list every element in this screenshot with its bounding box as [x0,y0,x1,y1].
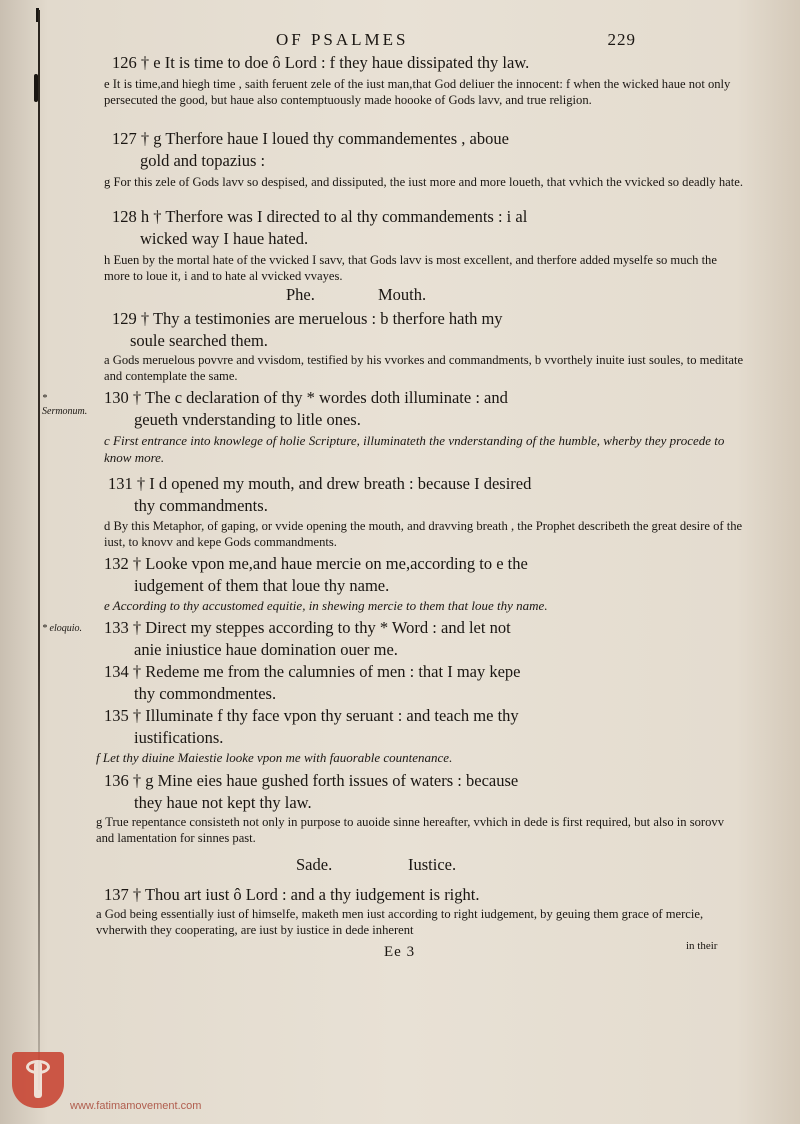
verse-130-line1: 130 † The c declaration of thy * wordes doth illuminate : and [104,388,508,407]
verse-134-line1: 134 † Redeme me from the calumnies of men : that I may kepe [104,662,521,681]
verse-131-line2: thy commandments. [134,496,268,515]
margin-note-eloquio: * eloquio. [42,623,82,634]
verse-127-line1: 127 † g Therfore haue I loued thy commandementes , aboue [112,129,509,148]
verse-130-line2: geueth vnderstanding to litle ones. [134,410,361,429]
page-gutter [38,10,40,1090]
verse-127-line2: gold and topazius : [140,151,266,170]
section-hebrew-phe: Phe. [286,285,315,304]
signature-mark: Ee 3 [384,944,416,960]
verse-131-line1: 131 † I d opened my mouth, and drew breath : because I desired [108,474,532,493]
note-132: e According to thy accustomed equitie, in shewing mercie to them that loue thy name. [104,598,548,613]
section-english-iustice: Iustice. [408,855,457,874]
key-icon [34,1062,42,1098]
watermark-url: www.fatimamovement.com [70,1100,202,1112]
note-135: f Let thy diuine Maiestie looke vpon me with fauorable countenance. [96,750,453,765]
verse-129-line2: soule searched them. [130,331,268,350]
note-130: c First entrance into knowlege of holie Scripture, illuminateth the vnderstanding of the humble, wherby they procede to know more. [104,433,725,465]
note-127: g For this zele of Gods lavv so despised, and dissiputed, the iust more and more loueth, that vvhich the vvicked so deadly hate. [104,175,744,189]
header-title: OF PSALMES [276,30,409,49]
verse-129-line1: 129 † Thy a testimonies are meruelous : b therfore hath my [112,309,503,328]
verse-132-line2: iudgement of them that loue thy name. [134,576,390,595]
verse-132-line1: 132 † Looke vpon me,and haue mercie on me,according to e the [104,554,528,573]
note-129: a Gods meruelous povvre and vvisdom, testified by his vvorkes and commandments, b vvorthely inuite iust soules, to meditate and contemplate the same. [104,353,744,383]
verse-134-line2: thy commondmentes. [134,684,277,703]
note-136: g True repentance consisteth not only in purpose to auoide sinne hereafter, vvhich in dede is first required, but also in sorovv and lamentation for sinnes past. [96,815,724,845]
verse-137: 137 † Thou art iust ô Lord : and a thy iudgement is right. [104,885,480,904]
verse-135-line1: 135 † Illuminate f thy face vpon thy seruant : and teach me thy [104,706,519,725]
verse-135-line2: iustifications. [134,728,224,747]
section-hebrew-sade: Sade. [296,855,333,874]
gutter-mark [34,74,38,102]
note-131: d By this Metaphor, of gaping, or vvide opening the mouth, and dravving breath , the Prophet describeth the great desire of the iust, to knovv and kepe Gods commandments. [104,519,743,549]
note-126: e It is time,and hiegh time , saith feruent zele of the iust man,that God deliuer the innocent: f when the wicked haue not only persecuted the good, but haue also contemptuously made hoooke of Gods lavv, and true religion. [104,77,731,107]
verse-128-line1: 128 h † Therfore was I directed to al thy commandements : i al [112,207,528,226]
page-number: 229 [607,30,636,49]
verse-128-line2: wicked way I haue hated. [140,229,309,248]
verse-126: 126 † e It is time to doe ô Lord : f they haue dissipated thy law. [112,53,530,72]
note-137: a God being essentially iust of himselfe, maketh men iust according to right iudgement, by geuing them grace of mercie, vvherwith they cooperating, are iust by iustice in dede inherent [96,907,704,937]
section-english-mouth: Mouth. [378,285,427,304]
note-128: h Euen by the mortal hate of the vvicked I savv, that Gods lavv is most excellent, and therfore added myselfe so much the more to loue it, i and to hate al vvicked vvayes. [104,253,717,283]
running-header [276,30,636,50]
catchword: in their [686,940,718,952]
verse-133-line1: 133 † Direct my steppes according to thy * Word : and let not [104,618,511,637]
verse-133-line2: anie iniustice haue domination ouer me. [134,640,398,659]
verse-136-line1: 136 † g Mine eies haue gushed forth issues of waters : because [104,771,519,790]
margin-note-sermonum: * Sermonum. [42,393,88,417]
watermark-logo [12,1052,64,1108]
verse-136-line2: they haue not kept thy law. [134,793,312,812]
